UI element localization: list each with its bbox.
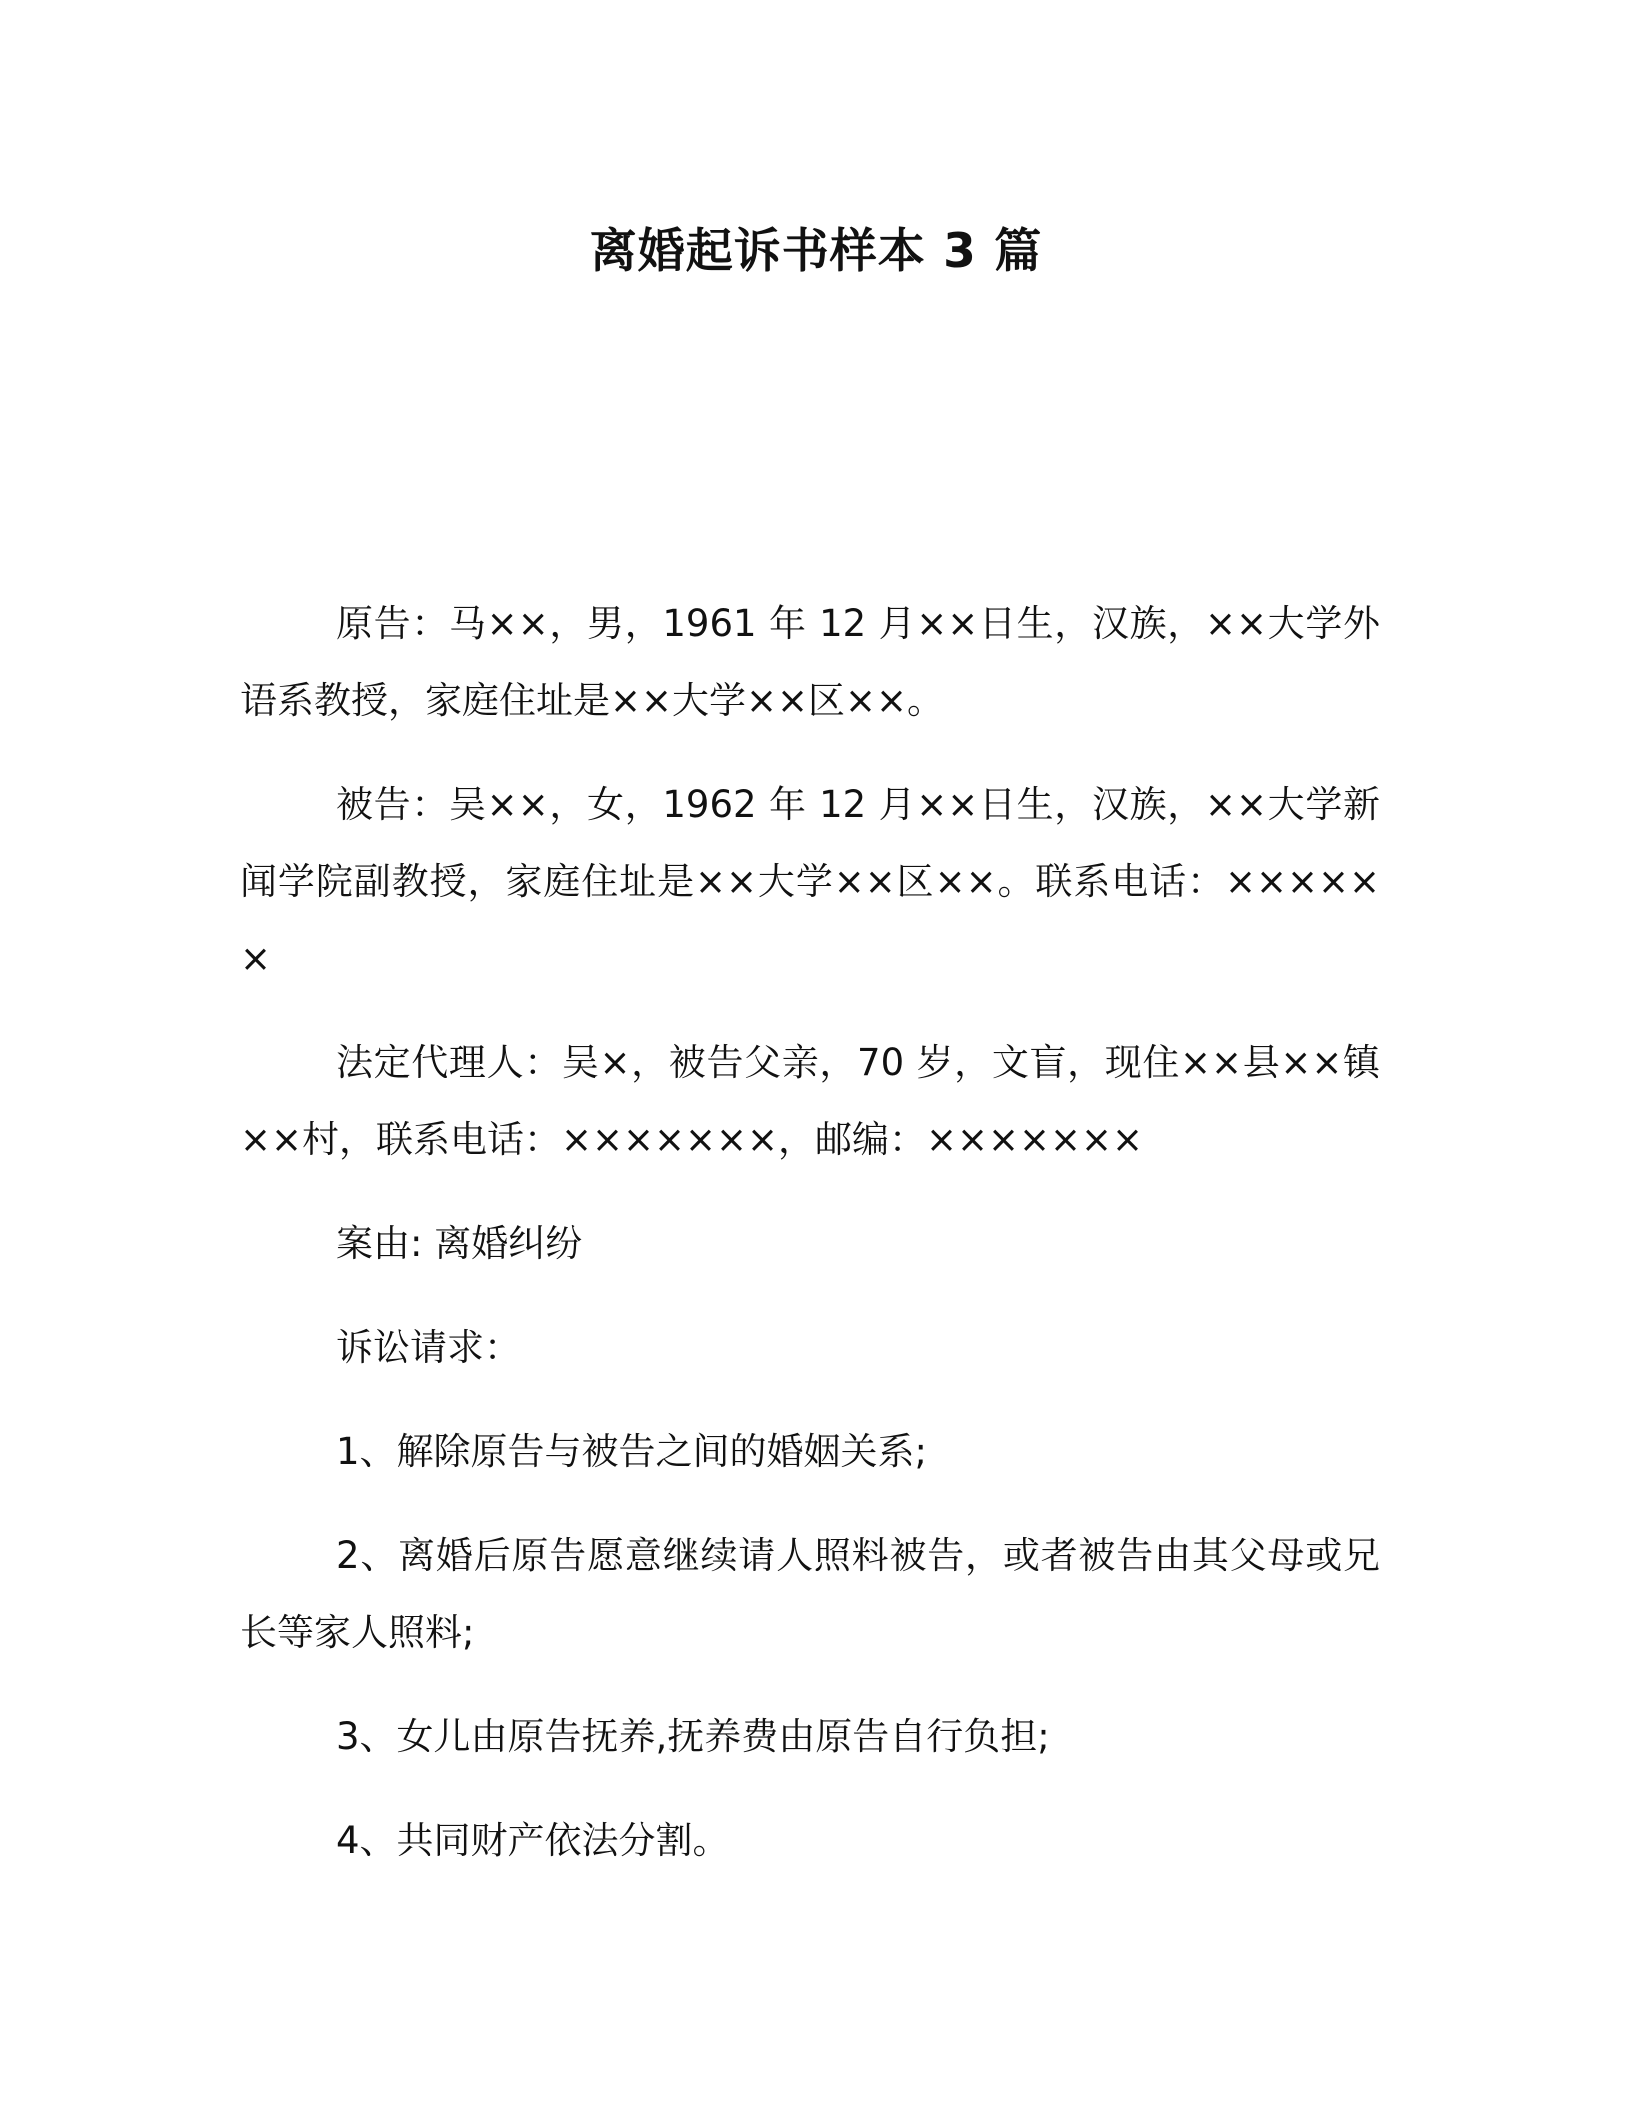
claim-item-1: 1、解除原告与被告之间的婚姻关系; xyxy=(336,1430,928,1473)
document-title: 离婚起诉书样本 3 篇 xyxy=(589,224,1043,279)
defendant-paragraph: 被告：吴××，女，1962 年 12 月××日生，汉族，××大学新闻学院副教授，家庭住址是××大学××区××。联系电话：×××××× xyxy=(240,783,1380,980)
legal-agent-paragraph: 法定代理人：吴×，被告父亲，70 岁，文盲，现住××县××镇××村，联系电话：×××××××，邮编：××××××× xyxy=(240,1041,1380,1161)
case-cause-paragraph: 案由: 离婚纠纷 xyxy=(336,1222,583,1265)
claim-item-3: 3、女儿由原告抚养,抚养费由原告自行负担; xyxy=(336,1715,1050,1758)
document-body xyxy=(240,585,1380,1906)
claims-heading: 诉讼请求： xyxy=(336,1326,521,1369)
plaintiff-paragraph: 原告：马××，男，1961 年 12 月××日生，汉族，××大学外语系教授，家庭住址是××大学××区××。 xyxy=(240,602,1380,722)
claim-item-4: 4、共同财产依法分割。 xyxy=(336,1819,730,1862)
claim-item-2: 2、离婚后原告愿意继续请人照料被告，或者被告由其父母或兄长等家人照料; xyxy=(240,1534,1380,1654)
